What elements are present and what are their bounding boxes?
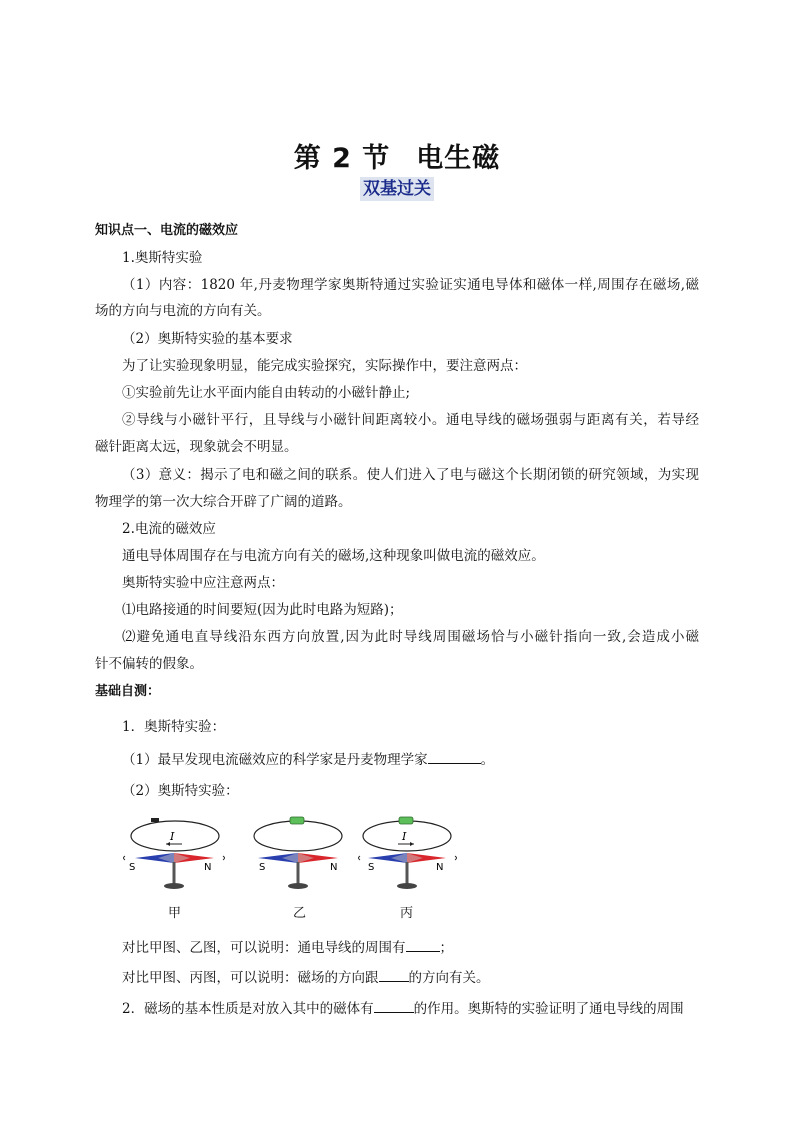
paragraph-note-1: ①实验前先让水平面内能自由转动的小磁针静止; — [122, 385, 411, 401]
svg-text:I: I — [402, 830, 407, 843]
paragraph-requirements: （2）奥斯特实验的基本要求 — [122, 331, 293, 347]
section-subtitle: 双基过关 — [360, 177, 434, 201]
answer-blank[interactable] — [428, 750, 481, 764]
paragraph-content-1b: 场的方向与电流的方向有关。 — [95, 303, 271, 319]
item-heading-oersted: 1.奥斯特实验 — [122, 250, 203, 266]
paragraph-attention-intro: 奥斯特实验中应注意两点： — [122, 575, 284, 591]
battery-icon — [399, 817, 413, 824]
section-heading-knowledge: 知识点一、电流的磁效应 — [95, 223, 239, 238]
figure-label-bing: 丙 — [400, 906, 414, 921]
current-label: I — [170, 830, 175, 843]
question-1: 1．奥斯特实验： — [122, 719, 226, 735]
svg-text:S: S — [129, 862, 136, 873]
paragraph-attention-2a: ⑵避免通电直导线沿东西方向放置,因为此时导线周围磁场恰与小磁针指向一致,会造成小磁 — [122, 629, 699, 645]
paragraph-content-1a: （1）内容：1820 年,丹麦物理学家奥斯特通过实验证实通电导体和磁体一样,周围存在磁场,磁 — [122, 277, 699, 293]
paragraph-notes-intro: 为了让实验现象明显，能完成实验探究，实际操作中，要注意两点： — [122, 358, 527, 374]
section-heading-selftest: 基础自测： — [95, 684, 161, 699]
svg-text:S: S — [259, 862, 266, 873]
paragraph-definition: 通电导体周围存在与电流方向有关的磁场,这种现象叫做电流的磁效应。 — [122, 548, 545, 564]
figure-label-jia: 甲 — [168, 906, 182, 921]
figure-jia — [124, 818, 225, 889]
paragraph-attention-1: ⑴电路接通的时间要短(因为此时电路为短路)； — [122, 602, 403, 618]
current-arrow-icon — [166, 842, 170, 846]
paragraph-note-2b: 磁针距离太远，现象就会不明显。 — [95, 439, 298, 455]
question-1-2: （2）奥斯特实验： — [122, 783, 239, 799]
wire-clip-icon — [151, 818, 159, 822]
question-2: 2．磁场的基本性质是对放入其中的磁体有 的作用。奥斯特的实验证明了通电导线的周围 — [122, 1001, 684, 1017]
conclusion-2: 对比甲图、丙图，可以说明：磁场的方向跟 的方向有关。 — [122, 970, 490, 986]
svg-text:S: S — [368, 862, 375, 873]
conclusion-1: 对比甲图、乙图，可以说明：通电导线的周围有 ； — [122, 940, 453, 956]
svg-text:N: N — [204, 862, 212, 873]
item-heading-magnetic-effect: 2.电流的磁效应 — [122, 521, 216, 537]
figure-label-yi: 乙 — [293, 906, 307, 921]
figure-bing — [359, 817, 457, 889]
paragraph-significance-a: （3）意义：揭示了电和磁之间的联系。使人们进入了电与磁这个长期闭锁的研究领域，为实现 — [122, 467, 699, 483]
question-1-1: （1）最早发现电流磁效应的科学家是丹麦物理学家 。 — [122, 752, 495, 768]
answer-blank[interactable] — [379, 968, 409, 982]
answer-blank[interactable] — [406, 938, 440, 952]
answer-blank[interactable] — [374, 999, 414, 1013]
page-title: 第 2 节 电生磁 — [293, 143, 501, 174]
battery-icon — [290, 817, 304, 824]
paragraph-significance-b: 物理学的第一次大综合开辟了广阔的道路。 — [95, 494, 352, 510]
figure-yi — [254, 817, 342, 889]
current-arrow-icon — [410, 842, 414, 846]
svg-text:N: N — [330, 862, 338, 873]
svg-text:N: N — [436, 862, 444, 873]
paragraph-note-2a: ②导线与小磁针平行，且导线与小磁针间距离较小。通电导线的磁场强弱与距离有关，若导经 — [122, 412, 699, 428]
paragraph-attention-2b: 针不偏转的假象。 — [95, 656, 203, 672]
